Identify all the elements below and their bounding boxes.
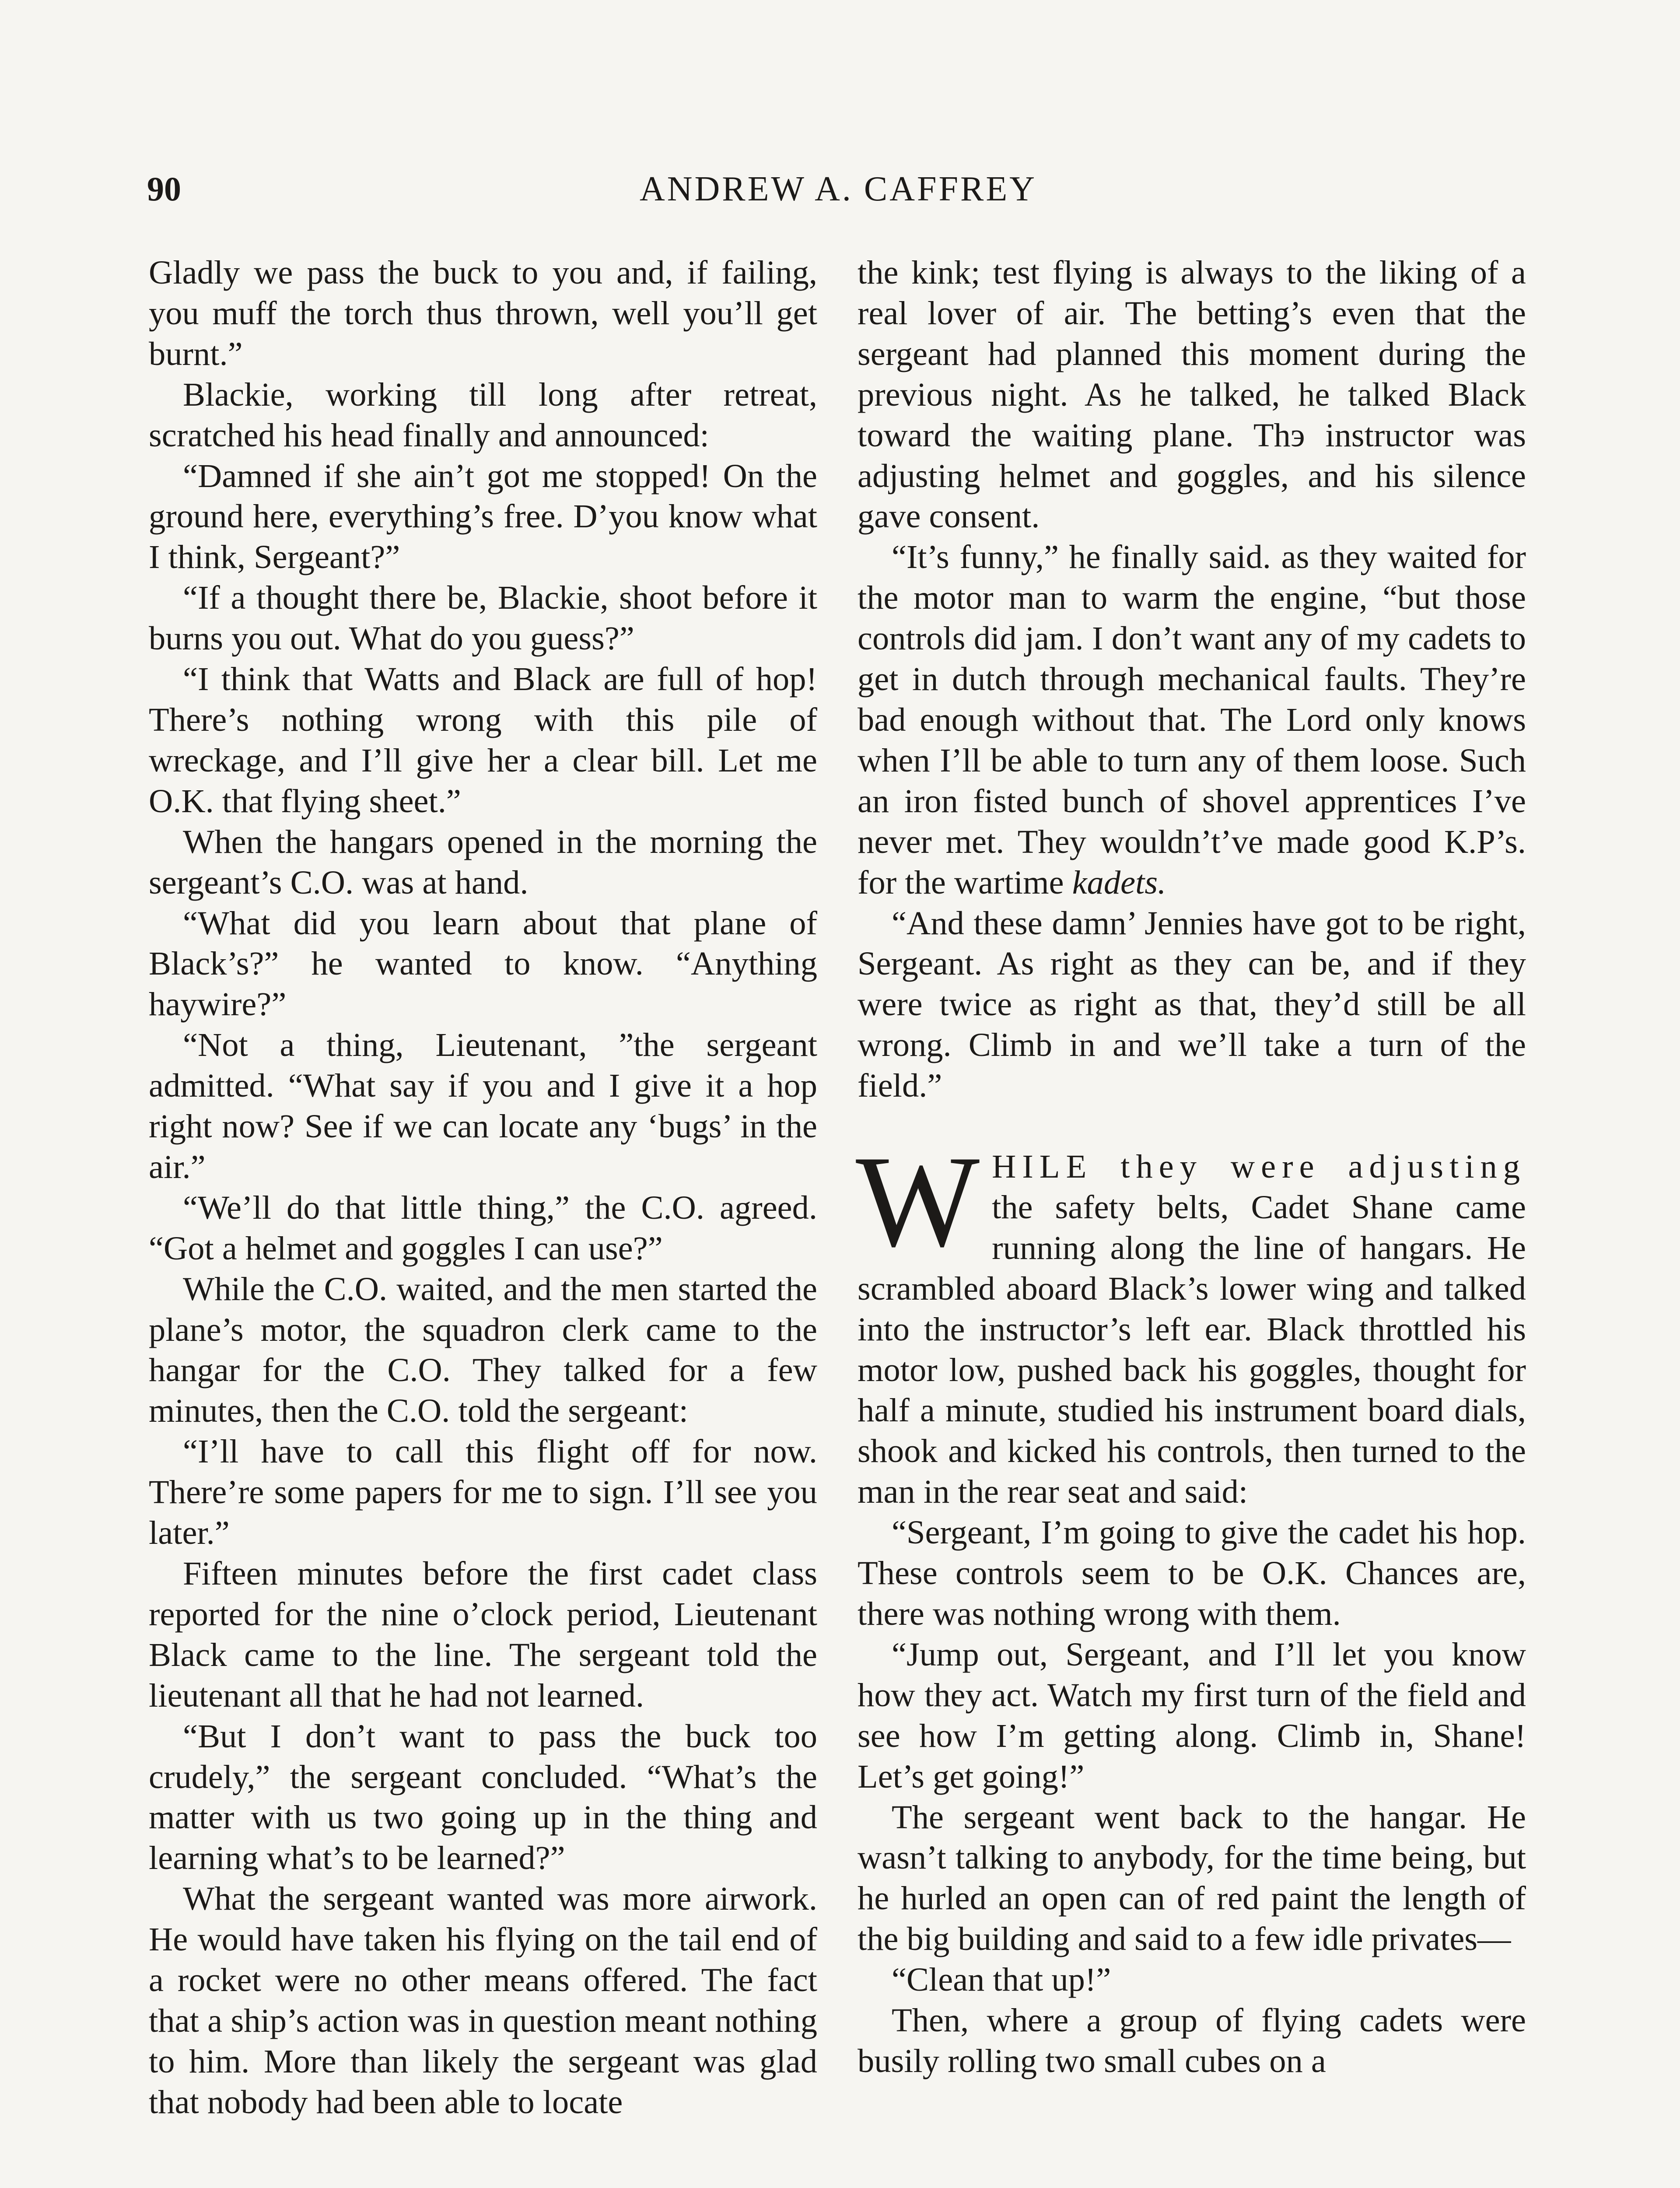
paragraph: Then, where a group of flying cadets were busily rolling two small cubes on a	[858, 2002, 1526, 2079]
paragraph: “Jump out, Sergeant, and I’ll let you know how they act. Watch my first turn of the field and see how I’m getting along. Climb in, Shane! Let’s get going!”	[858, 1635, 1526, 1795]
paragraph-text: the safety belts, Cadet Shane came running along the line of hangars. He scrambled aboard Black’s lower wing and talked into the instructor’s left ear. Black throttled his motor low, pushed back his goggles, thought for half a minute, studied his instrument board dials, shook and kicked his controls, then turned to the man in the rear seat and said:	[858, 1188, 1526, 1511]
paragraph: “Sergeant, I’m going to give the cadet his hop. These controls seem to be O.K. Chances are, there was nothing wrong with them.	[858, 1514, 1526, 1632]
paragraph: “I think that Watts and Black are full of hop! There’s nothing wrong with this pile of wreckage, and I’ll give her a clear bill. Let me O.K. that flying sheet.”	[149, 660, 817, 820]
running-head: ANDREW A. CAFFREY	[639, 170, 1037, 208]
page-header	[147, 163, 1530, 215]
paragraph: the kink; test flying is always to the liking of a real lover of air. The betting’s even that the sergeant had planned this moment during the previous night. As he talked, he talked Black toward the waiting plane. Thэ instructor was adjusting helmet and goggles, and his silence gave consent.	[858, 254, 1526, 535]
paragraph: When the hangars opened in the morning the sergeant’s C.O. was at hand.	[149, 823, 817, 901]
paragraph: While the C.O. waited, and the men started the plane’s motor, the squadron clerk came to the hangar for the C.O. They talked for a few minutes, then the C.O. told the sergeant:	[149, 1270, 817, 1430]
page-number: 90	[147, 170, 181, 208]
paragraph: “And these damn’ Jennies have got to be right, Sergeant. As right as they can be, and if they were twice as right as that, they’d still be all wrong. Climb in and we’ll take a turn of the field.”	[858, 904, 1526, 1105]
paragraph-text: “It’s funny,” he finally said. as they waited for the motor man to warm the engine, “but those controls did jam. I don’t want any of my cadets to get in dutch through mechanical faults. They’re bad enough without that. The Lord only knows when I’ll be able to turn any of them loose. Such an iron fisted bunch of shovel apprentices I’ve never met. They wouldn’t’ve made good K.P’s. for the wartime	[858, 538, 1526, 901]
paragraph: “We’ll do that little thing,” the C.O. agreed. “Got a helmet and goggles I can use?”	[149, 1189, 817, 1267]
paragraph: “I’ll have to call this flight off for now. There’re some papers for me to sign. I’ll see you later.”	[149, 1433, 817, 1552]
lead-in-text: HILE they were adjusting	[992, 1148, 1526, 1185]
paragraph: “If a thought there be, Blackie, shoot before it burns you out. What do you guess?”	[149, 579, 817, 657]
paragraph: “Clean that up!”	[892, 1961, 1111, 1999]
italic-word: kadets.	[1072, 863, 1166, 901]
left-column	[149, 252, 817, 2123]
right-column	[858, 252, 1526, 2082]
section-opening-paragraph	[856, 1129, 1526, 1512]
paragraph: “What did you learn about that plane of Black’s?” he wanted to know. “Anything haywire?”	[149, 904, 817, 1023]
paragraph	[858, 537, 1526, 903]
paragraph: “But I don’t want to pass the buck too crudely,” the sergeant concluded. “What’s the matter with us two going up in the thing and learning what’s to be learned?”	[149, 1717, 817, 1877]
paragraph: “Damned if she ain’t got me stopped! On the ground here, everything’s free. D’you know what I think, Sergeant?”	[149, 457, 817, 576]
drop-cap: W	[856, 1129, 980, 1274]
paragraph: The sergeant went back to the hangar. He wasn’t talking to anybody, for the time being, but he hurled an open can of red paint the length of the big building and said to a few idle privates—	[858, 1798, 1526, 1958]
paragraph: Gladly we pass the buck to you and, if failing, you muff the torch thus thrown, well you’ll get burnt.”	[149, 254, 817, 372]
paragraph: Blackie, working till long after retreat, scratched his head finally and announced:	[149, 375, 817, 454]
paragraph: What the sergeant wanted was more airwork. He would have taken his flying on the tail end of a rocket were no other means offered. The fact that a ship’s action was in question meant nothing to him. More than likely the sergeant was glad that nobody had been able to locate	[149, 1880, 817, 2121]
paragraph: Fifteen minutes before the first cadet class reported for the nine o’clock period, Lieutenant Black came to the line. The sergeant told the lieutenant all that he had not learned.	[149, 1555, 817, 1714]
paragraph: “Not a thing, Lieutenant, ”the sergeant admitted. “What say if you and I give it a hop right now? See if we can locate any ‘bugs’ in the air.”	[149, 1026, 817, 1185]
